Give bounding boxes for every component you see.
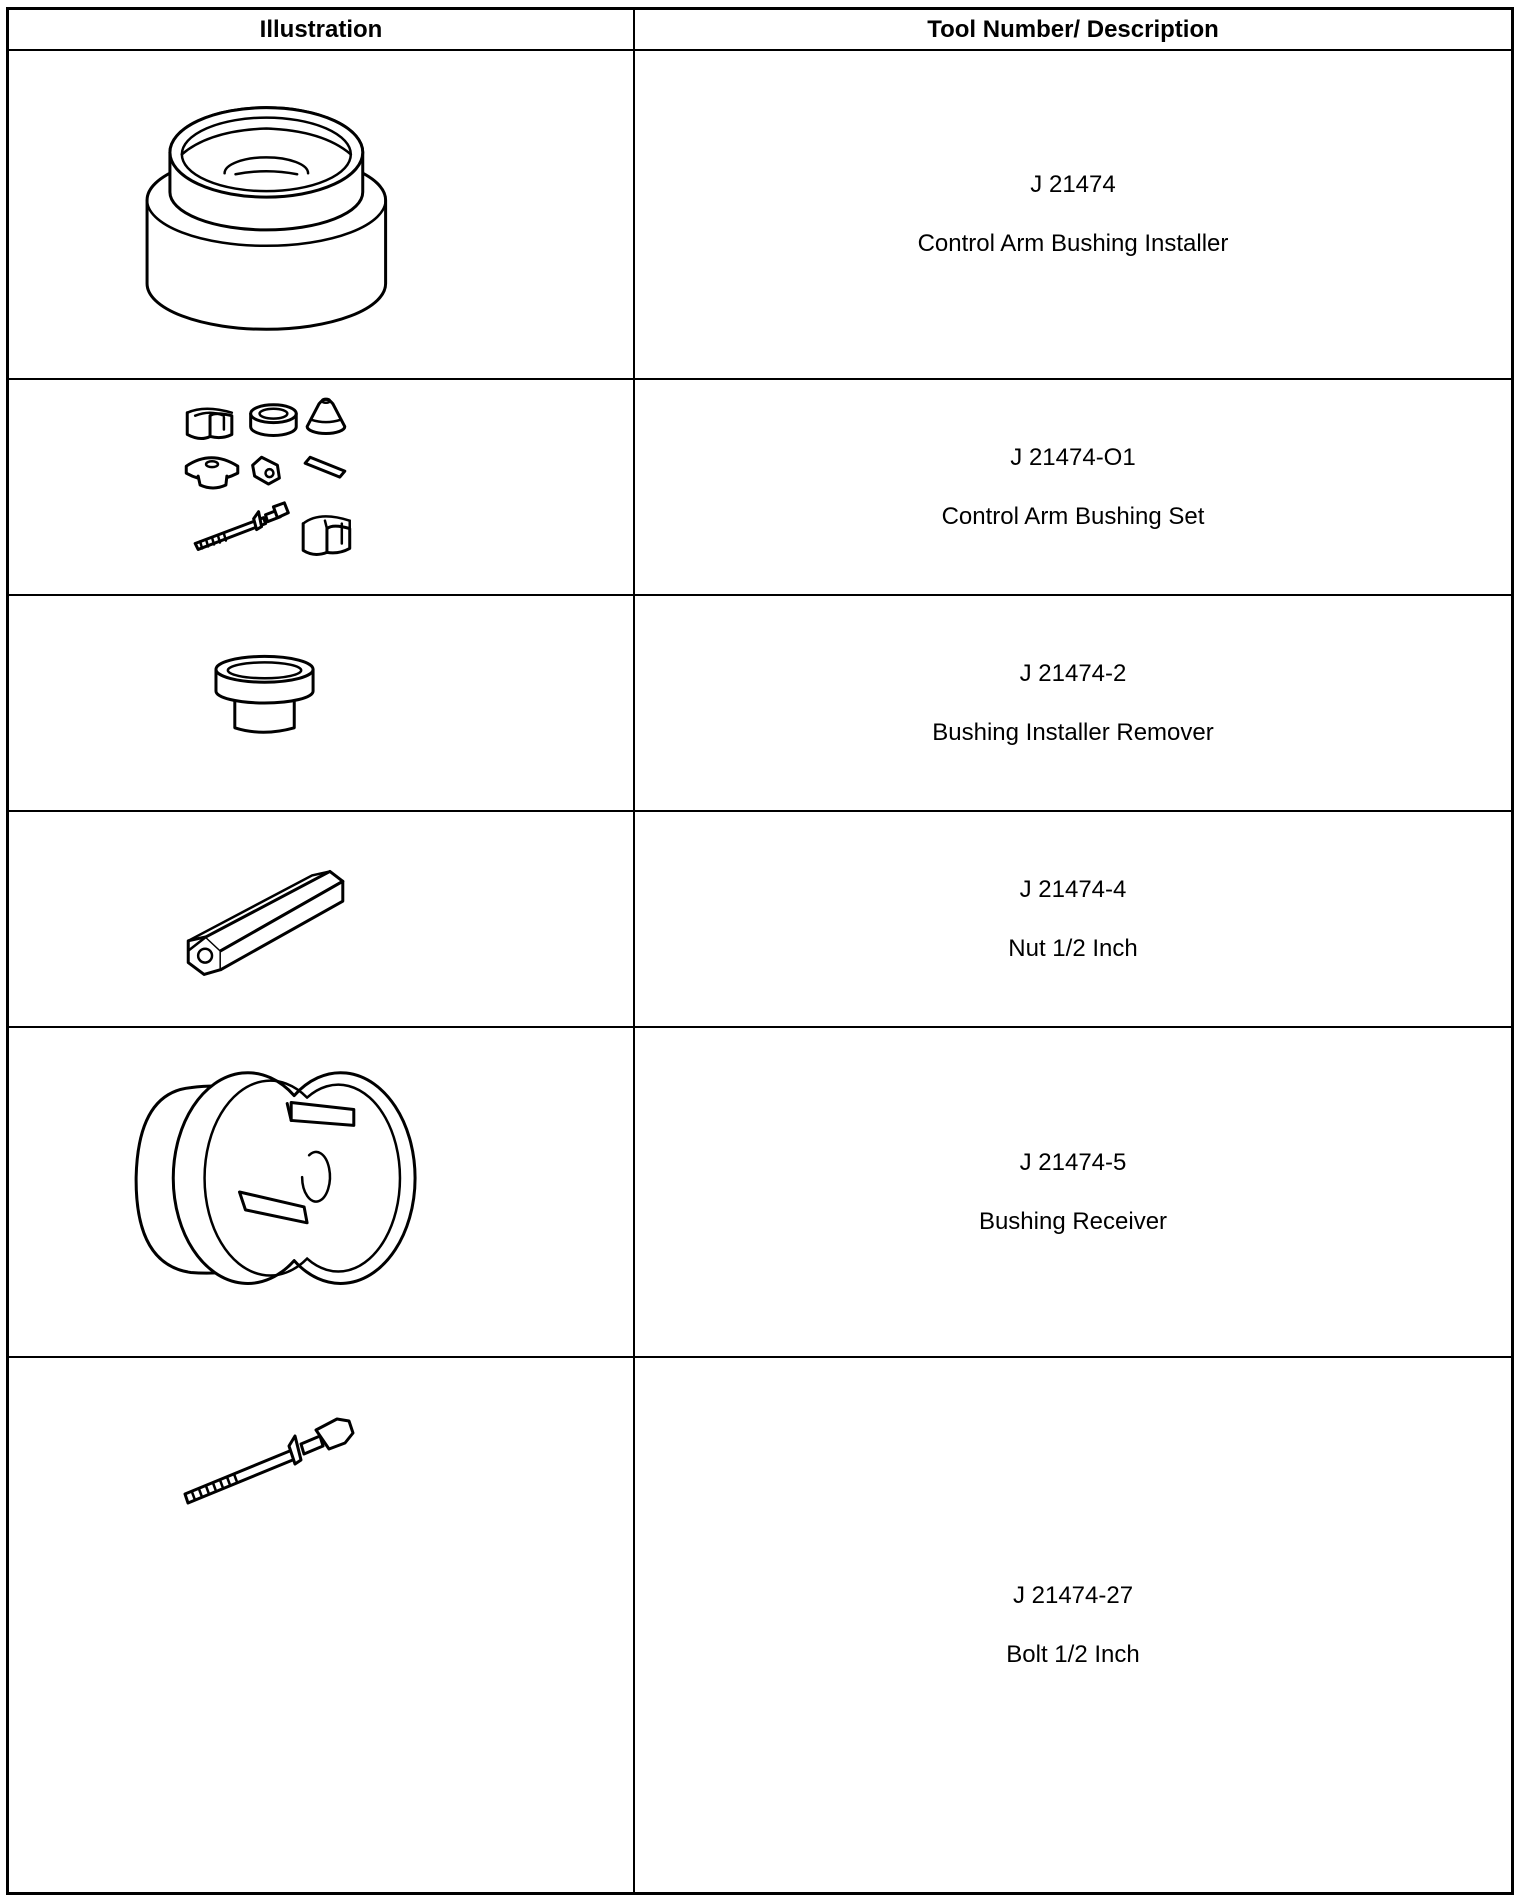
table-row [9,812,1511,1028]
bolt-icon [9,1358,633,1892]
description-cell [635,380,1511,594]
illustration-cell [9,812,633,1026]
table-row [9,596,1511,812]
bushing-installer-icon [9,51,633,378]
tool-description: Control Arm Bushing Set [941,502,1205,530]
tool-number: J 21474-O1 [1010,443,1136,471]
installer-remover-icon [9,596,633,810]
table-header-row [9,10,1511,51]
tool-description: Bolt 1/2 Inch [1006,1640,1140,1668]
tool-description: Bushing Receiver [978,1207,1168,1235]
bushing-receiver-icon [9,1028,633,1356]
tool-number: J 21474-2 [1019,659,1127,687]
tool-number: J 21474-4 [1019,875,1127,903]
illustration-cell [9,1358,633,1892]
description-cell [635,1358,1511,1892]
tool-table [6,7,1514,1895]
illustration-cell [9,596,633,810]
description-cell [635,51,1511,378]
table-row [9,1358,1511,1892]
illustration-cell [9,1028,633,1356]
description-cell [635,1028,1511,1356]
hex-nut-icon [9,812,633,1026]
description-cell [635,596,1511,810]
table-row [9,380,1511,596]
illustration-cell [9,51,633,378]
tool-number: J 21474 [1030,171,1116,198]
description-cell [635,812,1511,1026]
header-tool-number-description: Tool Number/ Description [927,16,1219,43]
bushing-set-icon [9,380,633,594]
tool-description: Bushing Installer Remover [932,718,1214,746]
tool-description: Control Arm Bushing Installer [917,230,1229,257]
tool-number: J 21474-5 [1019,1148,1127,1176]
table-row [9,1028,1511,1358]
illustration-cell [9,380,633,594]
tool-description: Nut 1/2 Inch [1008,934,1138,962]
tool-number: J 21474-27 [1012,1581,1134,1609]
table-row [9,51,1511,380]
header-illustration: Illustration [259,16,383,43]
